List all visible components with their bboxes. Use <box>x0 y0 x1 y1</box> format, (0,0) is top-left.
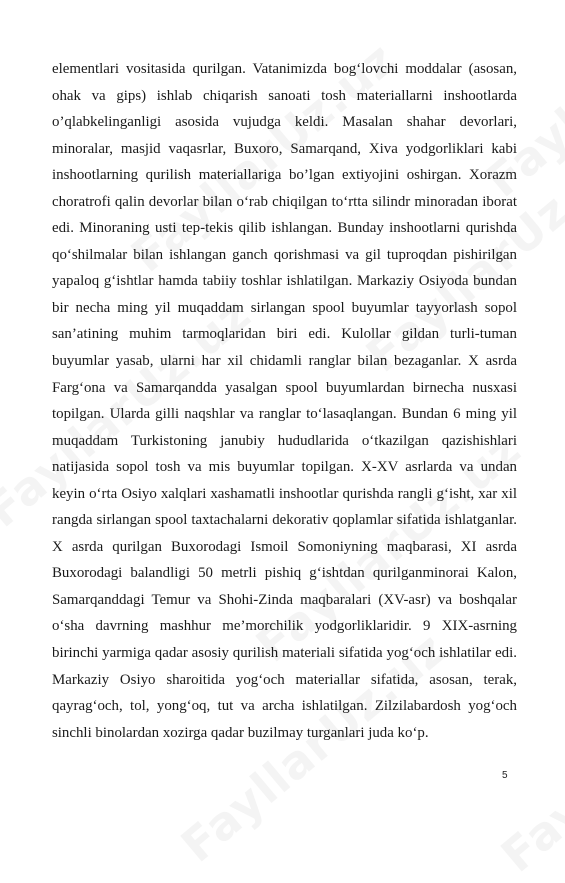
page-number: 5 <box>502 770 508 781</box>
body-paragraph: elementlari vositasida qurilgan. Vatanimizda bog‘lovchi moddalar (asosan, ohak va gips) ishlab chiqarish sanoati tosh materiallarni inshootlarda o’qlabkelinganligi asosida vujudga keldi. Masalan shahar devorlari, minoralar, masjid vaqasrlar, Buxoro, Samarqand, Xiva yodgorliklari kabi inshootlarning qurilish materiallariga bo’lgan extiyojini oshirgan. Xorazm choratrofi qalin devorlar bilan o‘rab chiqilgan to‘rtta silindr minoradan iborat edi. Minoraning usti tep-tekis qilib ishlangan. Bunday inshootlarni qurishda qo‘shilmalar bilan ishlangan ganch qorishmasi va gil tuproqdan pishirilgan yapaloq g‘ishtlar hamda tabiiy toshlar ishlatilgan. Markaziy Osiyoda bundan bir necha ming yil muqaddam sirlangan spool buyumlar tayyorlash sopol san’atining muhim tarmoqlaridan biri edi. Kulollar gildan turli-tuman buyumlar yasab, ularni har xil chidamli ranglar bilan bezaganlar. X asrda Farg‘ona va Samarqandda yasalgan spool buyumlardan birnecha nusxasi topilgan. Ularda gilli naqshlar va ranglar to‘lasaqlangan. Bundan 6 ming yil muqaddam Turkistoning janubiy hududlarida o‘tkazilgan qazishishlari natijasida sopol tosh va mis buyumlar topilgan. X-XV asrlarda va undan keyin o‘rta Osiyo xalqlari xashamatli inshootlar qurishda rangli g‘isht, xar xil rangda sirlangan spool taxtachalarni dekorativ qoplamlar sifatida ishlatganlar. X asrda qurilgan Buxorodagi Ismoil Somoniyning maqbarasi, XI asrda Buxorodagi balandligi 50 metrli pishiq g‘ishtdan qurilganminorai Kalon, Samarqanddagi Temur va Shohi-Zinda maqbaralari (XV-asr) va boshqalar o‘sha davrning mashhur me’morchilik yodgorliklaridir. 9 XIX-asrning birinchi yarmiga qadar asosiy qurilish materiali sifatida yog‘och ishlatilar edi. Markaziy Osiyo sharoitida yog‘och materiallar sifatida, asosan, terak, qayrag‘och, tol, yong‘oq, tut va archa ishlatilgan. Zilzilabardosh yog‘och sinchli binolardan xozirga qadar buzilmay turganlari juda ko‘p. <box>52 61 517 741</box>
